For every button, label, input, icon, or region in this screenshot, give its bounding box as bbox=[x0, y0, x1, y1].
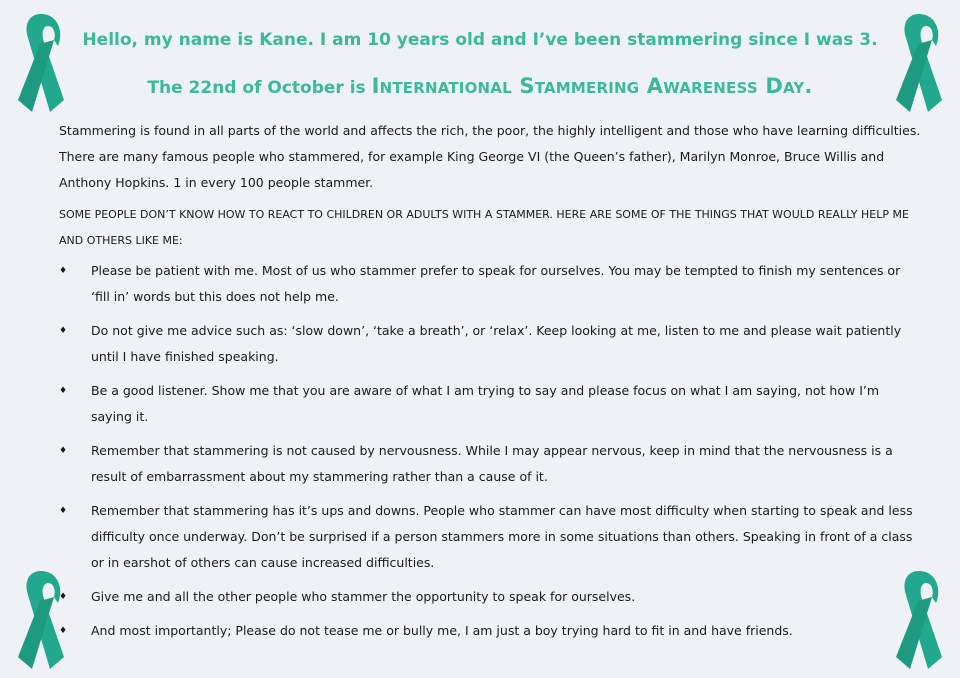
list-item bbox=[59, 618, 921, 644]
list-item-text: Do not give me advice such as: ‘slow down’, ‘take a breath’, or ‘relax’. Keep looking at me, listen to me and please wait patiently until I have finished speaking. bbox=[91, 323, 902, 364]
diamond-bullet-icon: ♦ bbox=[59, 386, 68, 396]
list-item-text: Please be patient with me. Most of us who stammer prefer to speak for ourselves. You may be tempted to finish my sentences or ‘fill in’ words but this does not help me. bbox=[91, 263, 901, 304]
list-item bbox=[59, 584, 921, 610]
diamond-bullet-icon: ♦ bbox=[59, 266, 68, 276]
intro-paragraph: Stammering is found in all parts of the world and affects the rich, the poor, the highly intelligent and those who have learning difficulties. There are many famous people who stammered, for example King George VI (the Queen’s father), Marilyn Monroe, Bruce Willis and Anthony Hopkins. 1 in every 100 people stammer. bbox=[59, 123, 921, 190]
list-item-text: Be a good listener. Show me that you are aware of what I am trying to say and please focus on what I am saying, not how I’m saying it. bbox=[91, 383, 880, 424]
list-item bbox=[59, 318, 921, 370]
awareness-ribbon-icon bbox=[888, 8, 950, 118]
list-item bbox=[59, 438, 921, 490]
awareness-ribbon-icon bbox=[10, 8, 72, 118]
list-item bbox=[59, 498, 921, 576]
list-item-text: Remember that stammering is not caused by nervousness. While I may appear nervous, keep in mind that the nervousness is a result of embarrassment about my stammering rather than a cause of it. bbox=[91, 443, 893, 484]
tips-list bbox=[59, 258, 921, 644]
list-item-text: And most importantly; Please do not tease me or bully me, I am just a boy trying hard to fit in and have friends. bbox=[91, 623, 793, 638]
list-item-text: Remember that stammering has it’s ups and downs. People who stammer can have most difficulty when starting to speak and less difficulty once underway. Don’t be surprised if a person stammers more in some situations than others. Speaking in front of a class or in earshot of others can cause increased difficulties. bbox=[91, 503, 913, 570]
awareness-day-prefix: The 22nd of October is bbox=[147, 78, 372, 98]
diamond-bullet-icon: ♦ bbox=[59, 446, 68, 456]
diamond-bullet-icon: ♦ bbox=[59, 506, 68, 516]
list-item-text: Give me and all the other people who stammer the opportunity to speak for ourselves. bbox=[91, 589, 636, 604]
caps-paragraph: SOME PEOPLE DON’T KNOW HOW TO REACT TO CHILDREN OR ADULTS WITH A STAMMER. HERE ARE SOME OF THE THINGS THAT WOULD REALLY HELP ME AND OTHERS LIKE ME: bbox=[59, 208, 909, 247]
awareness-day-title: International Stammering Awareness Day. bbox=[371, 74, 813, 98]
awareness-day-heading bbox=[0, 74, 960, 98]
list-item bbox=[59, 378, 921, 430]
letter-body bbox=[59, 118, 921, 652]
intro-heading: Hello, my name is Kane. I am 10 years old and I’ve been stammering since I was 3. bbox=[82, 30, 878, 50]
diamond-bullet-icon: ♦ bbox=[59, 626, 68, 636]
diamond-bullet-icon: ♦ bbox=[59, 326, 68, 336]
list-item bbox=[59, 258, 921, 310]
diamond-bullet-icon: ♦ bbox=[59, 592, 68, 602]
